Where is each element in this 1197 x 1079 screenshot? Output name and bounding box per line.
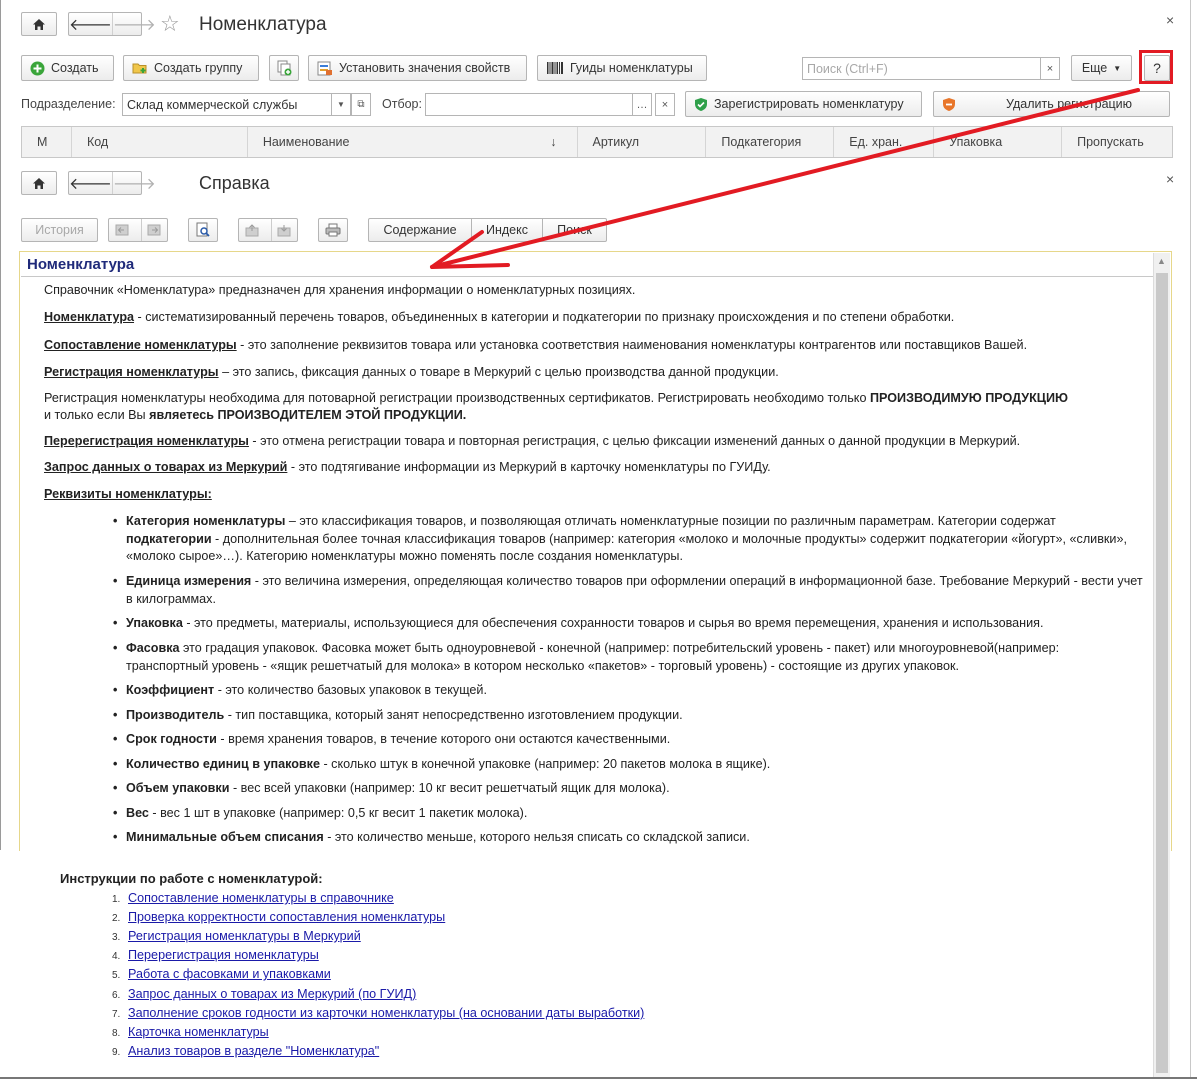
sort-arrow-icon: ↓	[550, 135, 557, 149]
intro-text: Справочник «Номенклатура» предназначен для хранения информации о номенклатурных позициях.	[44, 283, 636, 297]
instruction-link[interactable]: Перерегистрация номенклатуры	[128, 948, 319, 962]
back-arrow-icon[interactable]: 🡐	[69, 16, 112, 34]
requisites-title-text: Реквизиты номенклатуры:	[44, 487, 212, 501]
tab-search[interactable]: Поиск	[557, 223, 592, 237]
instruction-number: 9.	[112, 1047, 121, 1058]
column-header-package[interactable]: Упаковка	[934, 127, 1062, 157]
chevron-down-icon: ▼	[337, 100, 345, 109]
requisite-term: Минимальные объем списания	[126, 830, 324, 844]
definition-text: - это подтягивание информации из Меркурий в карточку номенклатуры по ГУИДу.	[287, 460, 771, 474]
requisite-text: - это величина измерения, определяющая количество товаров при оформлении операций в информационной базе. Требование Меркурий - вести учет в килограммах.	[126, 574, 1143, 606]
requisite-text: - тип поставщика, который занят непосредственно изготовлением продукции.	[224, 708, 683, 722]
registration-note-part2: и только если Вы	[44, 408, 150, 422]
more-label: Еще	[1081, 61, 1108, 75]
unregister-label: Удалить регистрацию	[1006, 97, 1133, 111]
division-value: Склад коммерческой службы	[127, 97, 298, 112]
open-window-icon: ⧉	[357, 99, 365, 110]
selection-clear-button[interactable]: ×	[655, 93, 675, 116]
instruction-number: 6.	[112, 990, 121, 1001]
requisite-text: - это количество меньше, которого нельзя списать со складской записи.	[323, 830, 750, 844]
requisite-term: подкатегории	[126, 531, 212, 546]
instruction-link[interactable]: Заполнение сроков годности из карточки номенклатуры (на основании даты выработки)	[128, 1006, 645, 1020]
instruction-link[interactable]: Запрос данных о товарах из Меркурий (по ГУИД)	[128, 987, 417, 1001]
requisite-text: - это предметы, материалы, использующиеся для обеспечения сохранности товаров и сырья во время перемещения, хранения и использования.	[182, 616, 1044, 630]
requisite-term: Производитель	[126, 708, 225, 722]
guids-label: Гуиды номенклатуры	[570, 61, 693, 75]
instruction-link[interactable]: Работа с фасовками и упаковками	[128, 967, 331, 981]
definition-text: - это заполнение реквизитов товара или установка соответствия наименования номенклатуры контрагентов или поставщиков Вашей.	[236, 338, 1028, 352]
instruction-link[interactable]: Регистрация номенклатуры в Меркурий	[128, 929, 361, 943]
help-close-icon[interactable]: ×	[1166, 171, 1175, 187]
tab-contents[interactable]: Содержание	[369, 219, 472, 241]
column-header-name-label: Наименование	[262, 135, 350, 149]
forward-arrow-icon[interactable]: 🡒	[112, 172, 156, 194]
instruction-number: 8.	[112, 1028, 121, 1039]
history-label: История	[35, 223, 84, 237]
back-arrow-icon[interactable]: 🡐	[69, 175, 112, 193]
help-label: ?	[1153, 60, 1161, 76]
requisite-text: - сколько штук в конечной упаковке (например: 20 пакетов молока в ящике).	[319, 757, 771, 771]
instruction-link[interactable]: Анализ товаров в разделе "Номенклатура"	[128, 1044, 380, 1058]
column-header-subcategory[interactable]: Подкатегория	[706, 127, 834, 157]
tab-index[interactable]: Индекс	[472, 219, 543, 241]
requisite-text: - дополнительная более точная классификация товаров (например: категория «молоко и молочные продукты» содержит подкатегории «йогурт», «сливки», «молоко сырое»…). Категорию номенклатуры можно поменять после создания номенклатуры.	[126, 531, 1127, 563]
requisite-text: - вес 1 шт в упаковке (например: 0,5 кг весит 1 пакетик молока).	[148, 806, 528, 820]
requisite-term: Упаковка	[126, 616, 183, 630]
instruction-number: 4.	[112, 951, 121, 962]
register-label: Зарегистрировать номенклатуру	[714, 97, 904, 111]
requisite-text: – это классификация товаров, и позволяющая отличать номенклатурные позиции по различным параметрам. Категории содержат	[285, 514, 1056, 528]
instruction-link[interactable]: Карточка номенклатуры	[128, 1025, 269, 1039]
requisite-text: это градация упаковок. Фасовка может быть одноуровневой - конечной (например: потребительский уровень - пакет) или многоуровневой(например: транспортный уровень - «ящик решетчатый для молока» в котором несколько «пакетов» - торговый уровень) - состоящие из других упаковок.	[126, 641, 1060, 673]
instruction-number: 7.	[112, 1009, 121, 1020]
favorite-star-icon[interactable]: ☆	[160, 11, 180, 36]
search-clear-button[interactable]: ×	[1040, 57, 1060, 80]
definition-text: – это запись, фиксация данных о товаре в Меркурий с целью производства данной продукции.	[218, 365, 779, 379]
registration-note-part1: Регистрация номенклатуры необходима для потоварной регистрации производственных сертификатов. Регистрировать необходимо только	[44, 391, 870, 405]
definition-term: Регистрация номенклатуры	[44, 365, 219, 379]
column-header-code[interactable]: Код	[72, 127, 248, 157]
selection-label: Отбор:	[382, 97, 422, 111]
dropdown-arrow-icon: ▼	[1113, 63, 1122, 73]
requisite-term: Срок годности	[126, 732, 217, 746]
column-header-m[interactable]: М	[22, 127, 72, 157]
column-header-article[interactable]: Артикул	[578, 127, 707, 157]
forward-arrow-icon[interactable]: 🡒	[112, 13, 156, 35]
definition-term: Перерегистрация номенклатуры	[44, 434, 249, 448]
annotation-arrow-shaft	[432, 90, 1138, 267]
search-placeholder: Поиск (Ctrl+F)	[807, 61, 888, 76]
instruction-link[interactable]: Проверка корректности сопоставления номенклатуры	[128, 910, 446, 924]
close-window-icon[interactable]: ×	[1166, 12, 1175, 28]
registration-note-bold2: являетесь ПРОИЗВОДИТЕЛЕМ ЭТОЙ ПРОДУКЦИИ.	[149, 408, 467, 422]
requisite-term: Коэффициент	[126, 683, 215, 697]
column-header-skip[interactable]: Пропускать	[1077, 135, 1144, 149]
help-heading: Номенклатура	[21, 253, 1154, 277]
requisite-term: Количество единиц в упаковке	[126, 757, 320, 771]
requisite-term: Фасовка	[126, 641, 180, 655]
instruction-number: 5.	[112, 970, 121, 981]
definition-term: Номенклатура	[44, 310, 135, 324]
scroll-up-icon[interactable]: ▲	[1157, 256, 1166, 266]
instruction-number: 3.	[112, 932, 121, 943]
selection-choose-button[interactable]: …	[632, 93, 652, 116]
instruction-number: 2.	[112, 913, 121, 924]
instructions-title: Инструкции по работе с номенклатурой:	[60, 871, 323, 886]
definition-term: Запрос данных о товарах из Меркурий	[44, 460, 288, 474]
create-group-label: Создать группу	[154, 61, 243, 75]
definition-term: Сопоставление номенклатуры	[44, 338, 237, 352]
column-header-unit[interactable]: Ед. хран.	[834, 127, 934, 157]
requisite-term: Категория номенклатуры	[126, 514, 286, 528]
requisite-term: Объем упаковки	[126, 781, 230, 795]
instruction-link[interactable]: Сопоставление номенклатуры в справочнике	[128, 891, 394, 905]
definition-text: - это отмена регистрации товара и повторная регистрация, с целью фиксации изменений данных о данной продукции в Меркурий.	[248, 434, 1021, 448]
create-label: Создать	[51, 61, 99, 75]
window-title: Номенклатура	[199, 14, 327, 35]
instruction-number: 1.	[112, 894, 121, 905]
requisite-text: - время хранения товаров, в течение которого они остаются качественными.	[216, 732, 671, 746]
requisite-term: Единица измерения	[126, 574, 252, 588]
requisite-term: Вес	[126, 806, 149, 820]
definition-text: - систематизированный перечень товаров, объединенных в категории и подкатегории по признаку происхождения и по степени обработки.	[134, 310, 955, 324]
registration-note-bold1: ПРОИЗВОДИМУЮ ПРОДУКЦИЮ	[869, 391, 1069, 405]
division-label: Подразделение:	[21, 97, 116, 111]
requisite-text: - это количество базовых упаковок в текущей.	[214, 683, 487, 697]
set-properties-label: Установить значения свойств	[339, 61, 511, 75]
help-window-title: Справка	[199, 173, 270, 193]
requisite-text: - вес всей упаковки (например: 10 кг весит решетчатый ящик для молока).	[229, 781, 670, 795]
